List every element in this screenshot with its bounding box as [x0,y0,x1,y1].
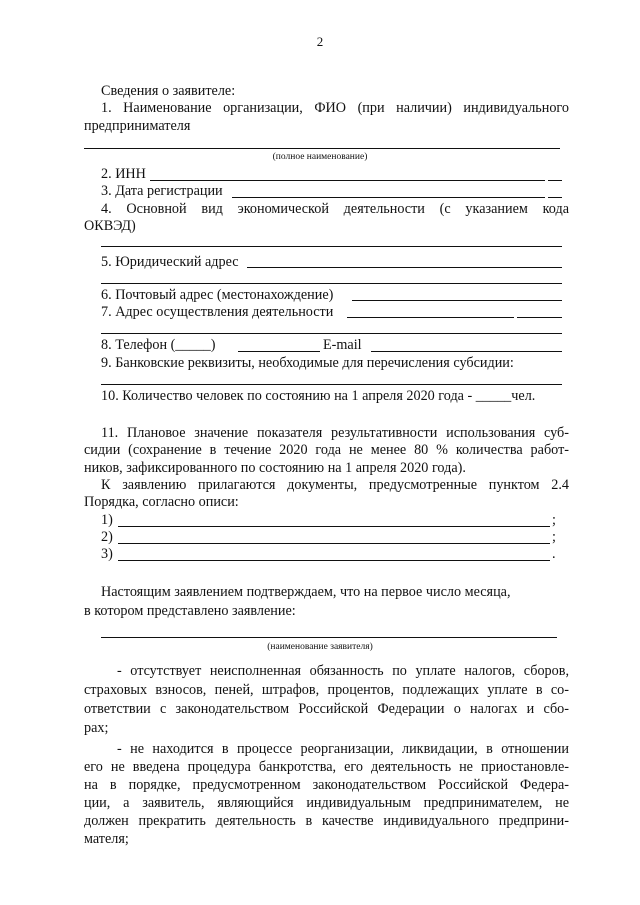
paragraph-2-line-6: мателя; [84,831,129,847]
item-1-line-1: 1. Наименование организации, ФИО (при наличии) индивидуального [101,100,569,116]
okved-field-line[interactable] [101,246,562,247]
caption-applicant: (наименование заявителя) [267,642,373,652]
activity-address-field-line-end [517,317,562,318]
item-8-email-label: E-mail [323,337,362,353]
item-11-line-3: ников, зафиксированного по состоянию на 1 апреля 2020 года). [84,460,466,476]
item-11-line-1: 11. Плановое значение показателя результативности использования суб- [101,425,569,441]
paragraph-1-line-3: ответствии с законодательством Российской Федерации о налогах и сбо- [84,701,569,717]
paragraph-2-line-2: его не введена процедура банкротства, его деятельность не приостановле- [84,759,569,775]
item-2-label: 2. ИНН [101,166,146,182]
confirmation-line-2: в котором представлено заявление: [84,603,296,619]
attachment-list-3: 3) [101,546,113,562]
paragraph-2-line-3: на в порядке, предусмотренном законодательством Российской Федера- [84,777,569,793]
activity-address-field-line-2[interactable] [101,333,562,334]
attachment-list-1: 1) [101,512,113,528]
phone-field-line[interactable] [238,351,320,352]
caption-full-name: (полное наименование) [272,152,368,162]
email-field-line[interactable] [371,351,562,352]
item-1-line-2: предпринимателя [84,118,191,134]
item-6-label: 6. Почтовый адрес (местонахождение) [101,287,334,303]
attachment-list-2: 2) [101,529,113,545]
bank-details-field-line[interactable] [101,384,562,385]
section-heading: Сведения о заявителе: [101,83,236,99]
item-9-label: 9. Банковские реквизиты, необходимые для перечисления субсидии: [101,355,514,371]
item-5-label: 5. Юридический адрес [101,254,239,270]
attachments-line-2: Порядка, согласно описи: [84,494,239,510]
item-3-label: 3. Дата регистрации [101,183,223,199]
page-number: 2 [316,34,324,49]
item-4-line-2: ОКВЭД) [84,218,136,234]
attachments-line-1: К заявлению прилагаются документы, предусмотренные пунктом 2.4 [101,477,569,493]
item-11-line-2: сидии (сохранение в течение 2020 года не менее 80 % количества работ- [84,442,569,458]
paragraph-2-line-4: ции, а заявитель, являющийся индивидуальным предпринимателем, не [84,795,569,811]
activity-address-field-line[interactable] [347,317,514,318]
full-name-field-line[interactable] [84,148,560,149]
applicant-name-field-line[interactable] [101,637,557,638]
item-8-phone-label: 8. Телефон (_____) [101,337,216,353]
attachment-1-field-line[interactable] [118,526,550,527]
attachment-list-3-end: . [552,546,556,562]
legal-address-field-line-2[interactable] [101,283,562,284]
postal-address-field-line[interactable] [352,300,562,301]
paragraph-1-line-2: страховых взносов, пеней, штрафов, процентов, подлежащих уплате в со- [84,682,569,698]
attachment-list-2-end: ; [552,529,556,545]
registration-date-field-line-end [548,197,562,198]
inn-field-line[interactable] [150,180,545,181]
inn-field-line-end [548,180,562,181]
attachment-list-1-end: ; [552,512,556,528]
legal-address-field-line[interactable] [247,267,562,268]
confirmation-line-1: Настоящим заявлением подтверждаем, что на первое число месяца, [101,584,511,600]
registration-date-field-line[interactable] [232,197,545,198]
item-10-label: 10. Количество человек по состоянию на 1 апреля 2020 года - _____чел. [101,388,536,404]
paragraph-1-line-1: - отсутствует неисполненная обязанность по уплате налогов, сборов, [117,663,569,679]
paragraph-2-line-1: - не находится в процессе реорганизации, ликвидации, в отношении [117,741,569,757]
paragraph-1-line-4: рах; [84,720,109,736]
paragraph-2-line-5: должен прекратить деятельность в качестве индивидуального предприни- [84,813,569,829]
item-4-line-1: 4. Основной вид экономической деятельности (с указанием кода [101,201,569,217]
attachment-2-field-line[interactable] [118,543,550,544]
attachment-3-field-line[interactable] [118,560,550,561]
item-7-label: 7. Адрес осуществления деятельности [101,304,334,320]
